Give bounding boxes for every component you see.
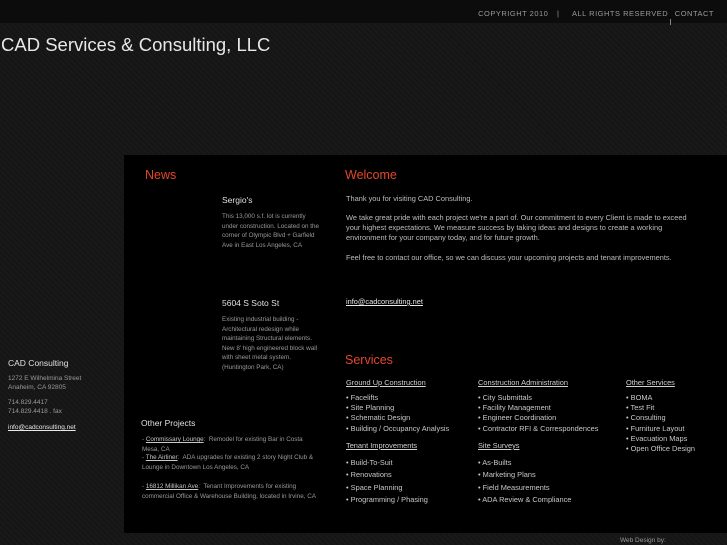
list-item: • Contractor RFI & Correspondences [478,424,599,434]
list-item: • Test Fit [626,403,695,413]
service-group-title[interactable]: Construction Administration [478,378,568,387]
rights-text: ALL RIGHTS RESERVED [572,9,669,18]
list-item: • Programming / Phasing [346,494,428,506]
phone-number: 714.829.4417 [8,399,48,406]
service-list [346,457,428,506]
text-cursor [670,19,671,25]
news-item-body: Existing industrial building - Architectural redesign while maintaining Structural elements. New 8' high engineered block wall with sheet metal system. (Huntington Park, CA) [222,316,318,371]
list-item: • Consulting [626,413,695,423]
welcome-heading: Welcome [345,168,397,182]
list-item: • City Submittals [478,393,599,403]
project-item: - 16812 Millikan Ave: Tenant Improvements for existing commercial Office & Warehouse Building, located in Irvine, CA [142,483,316,500]
project-link[interactable]: The Airliner [145,454,178,461]
list-item: • Facility Management [478,403,599,413]
list-item: • Field Measurements [478,482,571,494]
address-line: Anaheim, CA 92805 [8,384,66,391]
contact-link[interactable]: CONTACT [674,9,714,18]
news-item-body: This 13,000 s.f. lot is currently under construction. Located on the corner of Olympic Blvd + Garfield Ave in East Los Angeles, CA [222,213,319,249]
list-item: • Schematic Design [346,413,449,423]
divider: | [556,9,560,18]
list-item: • Renovations [346,469,428,481]
list-item: • Building / Occupancy Analysis [346,424,449,434]
service-list [626,393,695,454]
list-item: • Site Planning [346,403,449,413]
list-item: • Evacuation Maps [626,434,695,444]
fax-number: 714.829.4418 . fax [8,408,62,415]
news-item-title: Sergio's [222,195,253,205]
project-item: - The Airliner: ADA upgrades for existing 2 story Night Club & Lounge in Downtown Los Angeles, CA [142,454,314,471]
welcome-paragraph: We take great pride with each project we're a part of. Our commitment to every Client is made to exceed your highest expectations. We measure success by taking ideas and designs to create a working environment for your company today, and for future growth. [346,213,687,242]
service-group-title[interactable]: Ground Up Construction [346,378,426,387]
project-desc: ADA upgrades for existing 2 story Night Club & Lounge in Downtown Los Angeles, CA [142,454,314,471]
service-list [478,457,571,506]
list-item: • Engineer Coordination [478,413,599,423]
service-group-title[interactable]: Other Services [626,378,675,387]
list-item: • ADA Review & Compliance [478,494,571,506]
list-item: • Furniture Layout [626,424,695,434]
project-item: - Commissary Lounge: Remodel for existing Bar in Costa Mesa, CA [142,436,303,453]
contact-email-link[interactable]: info@cadconsulting.net [8,424,76,431]
welcome-paragraph: Feel free to contact our office, so we can discuss your upcoming projects and tenant improvements. [346,253,672,262]
project-desc: Remodel for existing Bar in Costa Mesa, CA [142,436,303,453]
list-item: • Facelifts [346,393,449,403]
list-item: • Marketing Plans [478,469,571,481]
news-item-title: 5604 S Soto St [222,298,280,308]
project-desc: Tenant Improvements for existing commercial Office & Warehouse Building, located in Irvine, CA [142,483,316,500]
news-heading: News [145,168,177,182]
list-item: • Build-To-Suit [346,457,428,469]
list-item: • Open Office Design [626,444,695,454]
welcome-paragraph: Thank you for visiting CAD Consulting. [346,194,473,203]
service-group-title[interactable]: Tenant Improvements [346,441,418,450]
web-design-credit: Web Design by: [620,537,666,544]
services-heading: Services [345,353,393,367]
project-link[interactable]: 16812 Millikan Ave [145,483,199,490]
top-links [474,9,714,18]
service-group-title[interactable]: Site Surveys [478,441,520,450]
address-line: 1272 E Wilhelmina Street [8,375,82,382]
other-projects-heading: Other Projects [141,418,196,428]
service-list [346,393,449,434]
site-title[interactable]: CAD Services & Consulting, LLC [1,34,271,55]
copyright-text: COPYRIGHT 2010 [478,9,549,18]
service-list [478,393,599,434]
list-item: • BOMA [626,393,695,403]
list-item: • As-Builts [478,457,571,469]
list-item: • Space Planning [346,482,428,494]
welcome-email-link[interactable]: info@cadconsulting.net [346,297,423,306]
project-link[interactable]: Commissary Lounge [145,436,204,443]
contact-heading: CAD Consulting [8,358,69,368]
